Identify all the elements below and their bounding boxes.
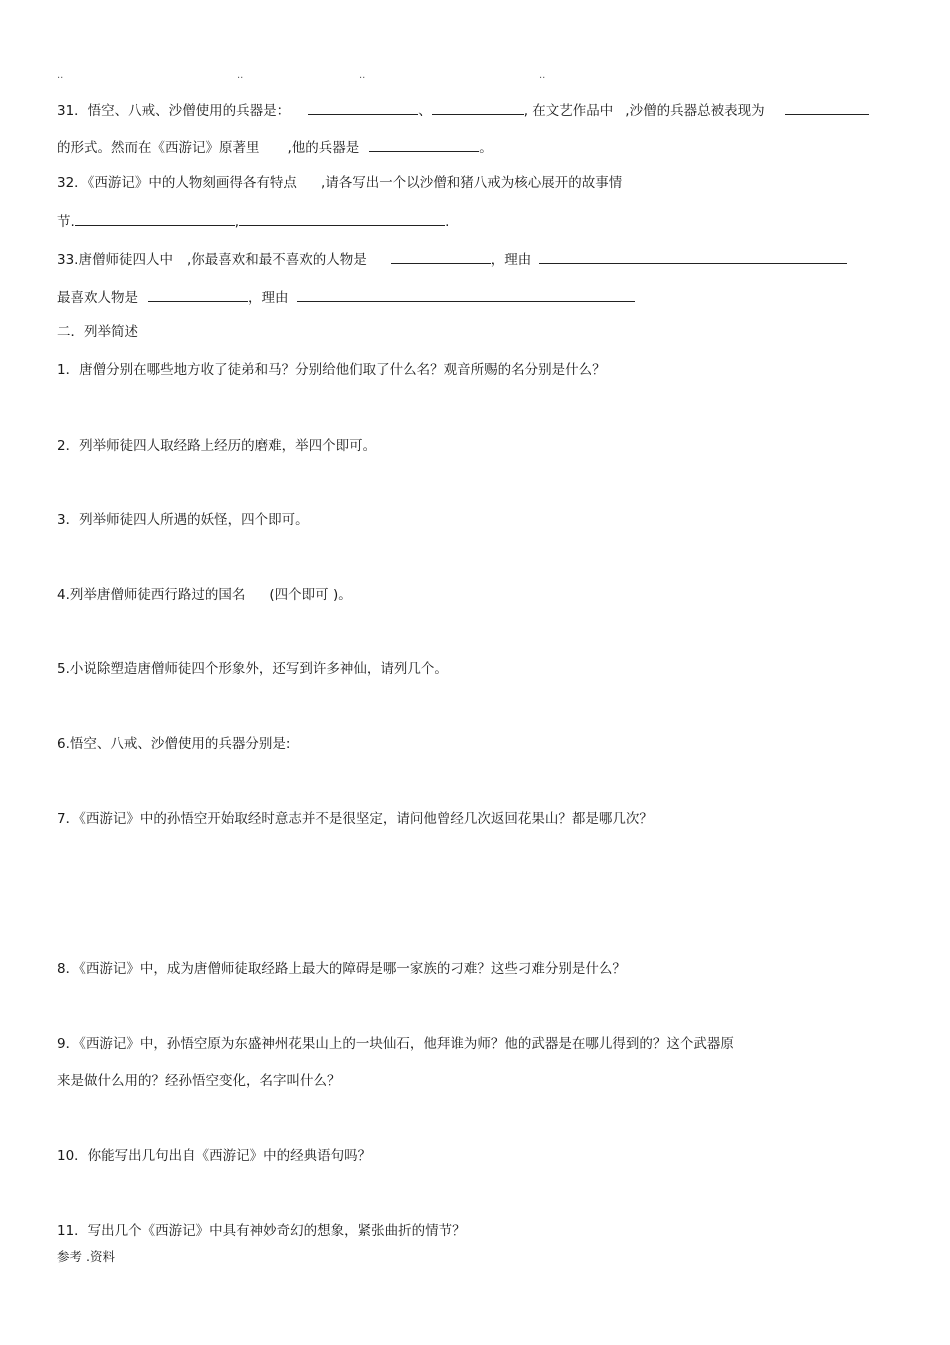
q33-reason-label: ，理由: [248, 290, 289, 306]
answer-blank[interactable]: [297, 287, 635, 302]
footer-text: 参考 .资料: [57, 1249, 115, 1264]
header-dot: ..: [57, 70, 64, 81]
q31-end: 。: [479, 140, 493, 156]
question-11: 11．写出几个《西游记》中具有神妙奇幻的想象，紧张曲折的情节？: [57, 1223, 466, 1239]
answer-blank[interactable]: [308, 100, 418, 115]
question-33-line-2: [57, 287, 635, 307]
question-32-line-1: [57, 174, 622, 192]
question-4-text: 4.列举唐僧师徒西行路过的国名: [57, 587, 246, 603]
answer-blank[interactable]: [391, 249, 491, 264]
question-4-note: (四个即可 )。: [269, 587, 352, 603]
question-2: 2．列举师徒四人取经路上经历的磨难，举四个即可。: [57, 438, 377, 454]
question-8: 8．《西游记》中，成为唐僧师徒取经路上最大的障碍是哪一家族的刁难？这些刁难分别是什么？: [57, 961, 626, 977]
q32-text: 32．《西游记》中的人物刻画得各有特点: [57, 175, 297, 191]
q32-end: .: [445, 214, 450, 230]
section-title: 二．列举简述: [57, 324, 138, 340]
q31-text: ,沙僧的兵器总被表现为: [625, 103, 765, 119]
question-31-line-1: [57, 100, 869, 120]
q33-text: 最喜欢人物是: [57, 290, 138, 306]
question-9-line-2: 来是做什么用的？经孙悟空变化，名字叫什么？: [57, 1073, 341, 1089]
question-6: 6.悟空、八戒、沙僧使用的兵器分别是:: [57, 736, 291, 752]
q31-text: ,他的兵器是: [287, 140, 360, 156]
q32-text: ,请各写出一个以沙僧和猪八戒为核心展开的故事情: [320, 175, 623, 191]
question-7: 7．《西游记》中的孙悟空开始取经时意志并不是很坚定，请问他曾经几次返回花果山？都是哪几次？: [57, 811, 653, 827]
q32-text: 节.: [57, 214, 75, 230]
answer-blank[interactable]: [148, 287, 248, 302]
q31-separator: 、: [418, 103, 432, 119]
q33-text: 33.唐僧师徒四人中: [57, 252, 173, 268]
question-9-line-1: 9．《西游记》中，孙悟空原为东盛神州花果山上的一块仙石，他拜谁为师？他的武器是在哪儿得到的？这个武器原: [57, 1036, 734, 1052]
question-5: 5.小说除塑造唐僧师徒四个形象外，还写到许多神仙，请列几个。: [57, 661, 448, 677]
header-dot: ..: [539, 70, 546, 81]
q31-text: 31．悟空、八戒、沙僧使用的兵器是：: [57, 103, 291, 119]
answer-blank[interactable]: [369, 137, 479, 152]
header-dot: ..: [359, 70, 366, 81]
question-33-line-1: [57, 249, 847, 269]
answer-blank[interactable]: [785, 100, 869, 115]
q31-text: , 在文艺作品中: [523, 103, 614, 119]
answer-blank[interactable]: [239, 211, 445, 226]
question-10: 10．你能写出几句出自《西游记》中的经典语句吗？: [57, 1148, 372, 1164]
answer-blank[interactable]: [75, 211, 235, 226]
question-3: 3．列举师徒四人所遇的妖怪，四个即可。: [57, 512, 309, 528]
question-32-line-2: [57, 211, 449, 231]
q33-reason-label: ，理由: [490, 252, 532, 268]
question-1: 1．唐僧分别在哪些地方收了徒弟和马？分别给他们取了什么名？观音所赐的名分别是什么？: [57, 362, 606, 378]
question-31-line-2: [57, 137, 493, 157]
q32-separator: ,: [234, 214, 240, 230]
header-dot: ..: [237, 70, 244, 81]
answer-blank[interactable]: [539, 249, 847, 264]
question-4: [57, 586, 352, 604]
q33-text: ,你最喜欢和最不喜欢的人物是: [186, 252, 367, 268]
q31-text: 的形式。然而在《西游记》原著里: [57, 140, 260, 156]
answer-blank[interactable]: [432, 100, 524, 115]
